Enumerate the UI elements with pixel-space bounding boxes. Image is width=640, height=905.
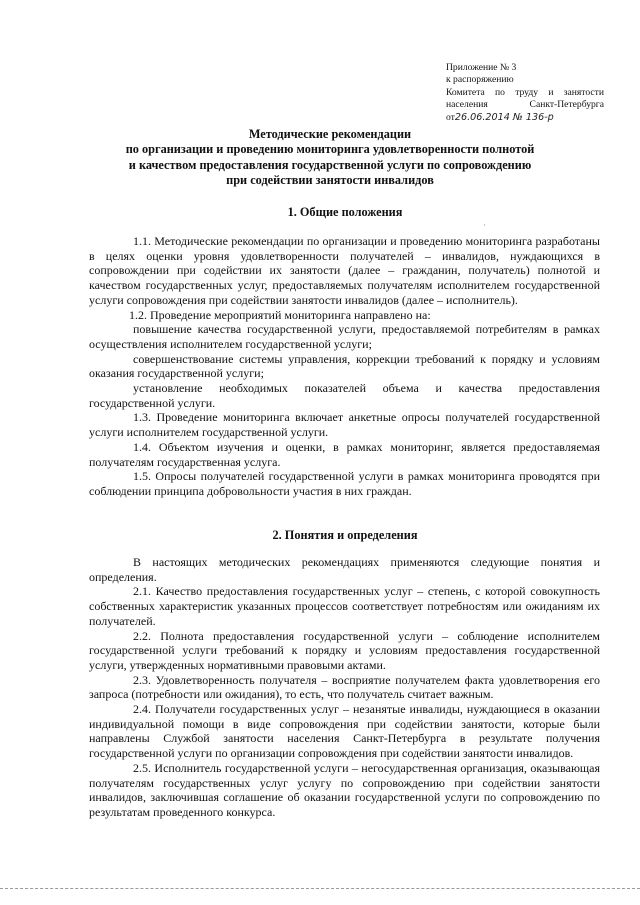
scan-edge-line [0, 888, 640, 889]
title-line-2: по организации и проведению мониторинга удовлетворенности полнотой [125, 142, 535, 157]
paragraph-1-3: 1.3. Проведение мониторинга включает анкетные опросы получателей государственной услуги исполнителем государственной услуги. [89, 410, 600, 440]
paragraph-2-1: 2.1. Качество предоставления государственных услуг – степень, с которой совокупность собственных характеристик указанных процессов соответствует потребностям или ожиданиям их получателей. [89, 584, 600, 628]
list-item-1: повышение качества государственной услуги, предоставляемой потребителям в рамках осуществления исполнителем государственной услуги; [89, 322, 600, 351]
list-item-3: установление необходимых показателей объема и качества предоставления государственной услуги. [89, 381, 600, 410]
handwritten-date-number: 26.06.2014 № 136-р [454, 111, 554, 123]
scan-speck: · [483, 221, 486, 230]
title-line-1: Методические рекомендации [248, 127, 412, 141]
appendix-date-prefix: от [446, 111, 455, 123]
paragraph-2-2: 2.2. Полнота предоставления государственной услуги – соблюдение исполнителем государственной услуги требований к порядку и условиям предоставления государственной услуги, утвержденных нормативными правовыми актами. [89, 628, 600, 672]
paragraph-1-1: 1.1. Методические рекомендации по организации и проведению мониторинга разработаны в целях оценки уровня удовлетворенности получателей – инвалидов, нуждающихся в сопровождении при содействии их занятости (далее – гражданин, получатель) полнотой и качеством государственных услуг, предоставляемых получателям исполнителем государственной услуги сопровождения при содействии занятости инвалидов (далее – исполнитель). [89, 234, 600, 307]
paragraph-2-4: 2.4. Получатели государственных услуг – незанятые инвалиды, нуждающиеся в оказании индивидуальной помощи в виде сопровождения при содействии занятости, которые были направлены Службой занятости населения Санкт-Петербурга в результате получения государственной услуги по организации сопровождения при содействии занятости инвалидов. [89, 702, 600, 761]
paragraph-2-3: 2.3. Удовлетворенность получателя – восприятие получателем факта удовлетворения его запроса (потребности или ожидания), то есть, что получатель считает важным. [89, 672, 600, 702]
appendix-block [446, 62, 604, 124]
list-item-2: совершенствование системы управления, коррекции требований к порядку и условиям оказания государственной услуги; [89, 351, 600, 381]
paragraph-1-2: 1.2. Проведение мероприятий мониторинга направлено на: [129, 307, 431, 322]
section-2-heading: 2. Понятия и определения [272, 528, 418, 542]
title-line-3: и качеством предоставления государственной услуги по сопровождению [128, 157, 532, 172]
appendix-population: населения Санкт-Петербурга [446, 99, 604, 111]
paragraph-1-4: 1.4. Объектом изучения и оценки, в рамках мониторинг, является предоставляемая получателям государственная услуга. [89, 439, 600, 469]
paragraph-1-5: 1.5. Опросы получателей государственной услуги в рамках мониторинга проводятся при соблюдении принципа добровольности участия в них граждан. [89, 469, 600, 498]
appendix-number: Приложение № 3 [446, 62, 517, 73]
appendix-committee: Комитета по труду и занятости [446, 86, 604, 98]
section-1-body [89, 234, 600, 499]
title-line-4: при содействии занятости инвалидов [226, 173, 434, 188]
section-2-body [89, 555, 600, 820]
paragraph-2-intro: В настоящих методических рекомендациях применяются следующие понятия и определения. [89, 555, 600, 584]
appendix-date-line [446, 112, 604, 124]
paragraph-2-5: 2.5. Исполнитель государственной услуги – негосударственная организация, оказывающая получателям государственных услуг услугу по сопровождению при содействии занятости инвалидов, заключившая соглашение об оказании государственной услуги по сопровождению по результатам проведенного конкурса. [89, 760, 600, 819]
section-1-heading: 1. Общие положения [287, 205, 403, 219]
appendix-order-ref: к распоряжению [446, 74, 514, 86]
document-title [80, 127, 580, 189]
